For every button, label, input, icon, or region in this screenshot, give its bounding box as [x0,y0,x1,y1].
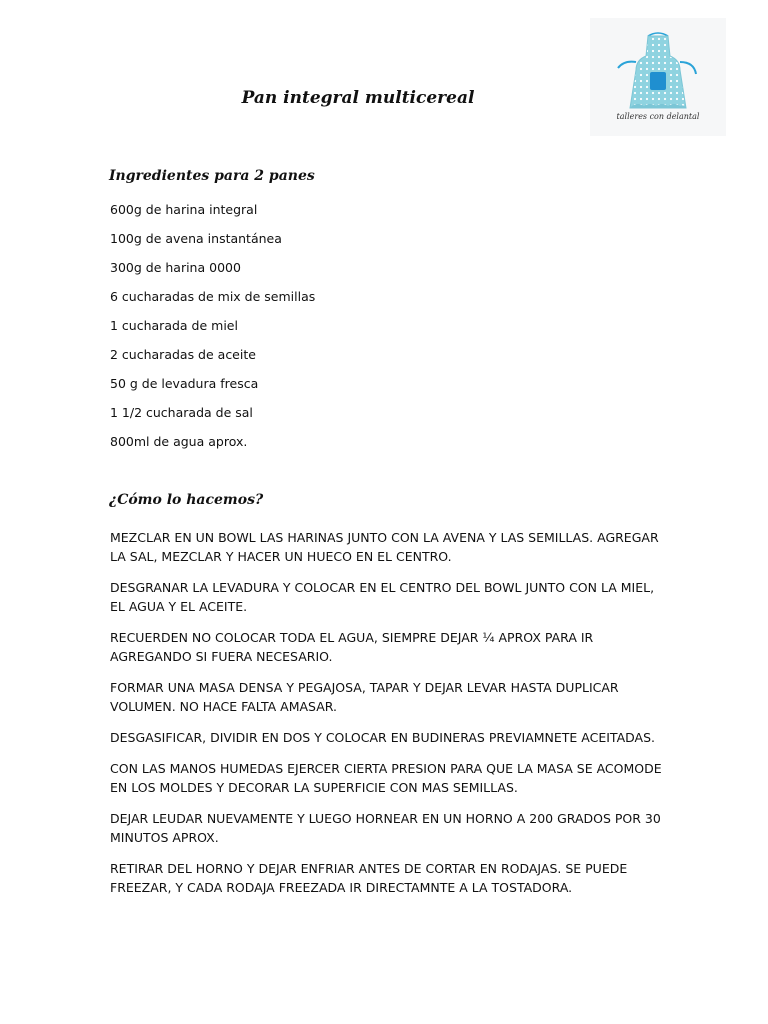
step-paragraph: DESGRANAR LA LEVADURA Y COLOCAR EN EL CENTRO DEL BOWL JUNTO CON LA MIEL, EL AGUA Y EL ACEITE. [110,580,655,614]
step-paragraph: RECUERDEN NO COLOCAR TODA EL AGUA, SIEMPRE DEJAR ¼ APROX PARA IR AGREGANDO SI FUERA NECESARIO. [110,630,594,664]
step-paragraph: FORMAR UNA MASA DENSA Y PEGAJOSA, TAPAR Y DEJAR LEVAR HASTA DUPLICAR VOLUMEN. NO HACE FALTA AMASAR. [110,680,619,714]
step-paragraph: DEJAR LEUDAR NUEVAMENTE Y LUEGO HORNEAR EN UN HORNO A 200 GRADOS POR 30 MINUTOS APROX. [110,811,661,845]
logo-caption: talleres con delantal [616,112,700,121]
list-item: 50 g de levadura fresca [110,376,259,391]
step-paragraph: RETIRAR DEL HORNO Y DEJAR ENFRIAR ANTES DE CORTAR EN RODAJAS. SE PUEDE FREEZAR, Y CADA RODAJA FREEZADA IR DIRECTAMNTE A LA TOSTADORA. [110,861,628,895]
step-paragraph: CON LAS MANOS HUMEDAS EJERCER CIERTA PRESION PARA QUE LA MASA SE ACOMODE EN LOS MOLDES Y DECORAR LA SUPERFICIE CON MAS SEMILLAS. [110,761,662,795]
list-item: 1 1/2 cucharada de sal [110,405,253,420]
list-item: 100g de avena instantánea [110,231,282,246]
list-item: 2 cucharadas de aceite [110,347,256,362]
page-title: Pan integral multicereal [241,88,475,108]
steps-list [110,528,670,909]
brand-logo [590,18,726,136]
ingredients-list [110,202,315,463]
list-item: 6 cucharadas de mix de semillas [110,289,316,304]
list-item: 300g de harina 0000 [110,260,241,275]
list-item: 600g de harina integral [110,202,258,217]
ingredients-heading: Ingredientes para 2 panes [109,168,315,184]
steps-heading: ¿Cómo lo hacemos? [109,492,264,508]
list-item: 800ml de agua aprox. [110,434,248,449]
step-paragraph: DESGASIFICAR, DIVIDIR EN DOS Y COLOCAR EN BUDINERAS PREVIAMNETE ACEITADAS. [110,730,656,745]
step-paragraph: MEZCLAR EN UN BOWL LAS HARINAS JUNTO CON LA AVENA Y LAS SEMILLAS. AGREGAR LA SAL, MEZCLAR Y HACER UN HUECO EN EL CENTRO. [110,530,659,564]
list-item: 1 cucharada de miel [110,318,238,333]
